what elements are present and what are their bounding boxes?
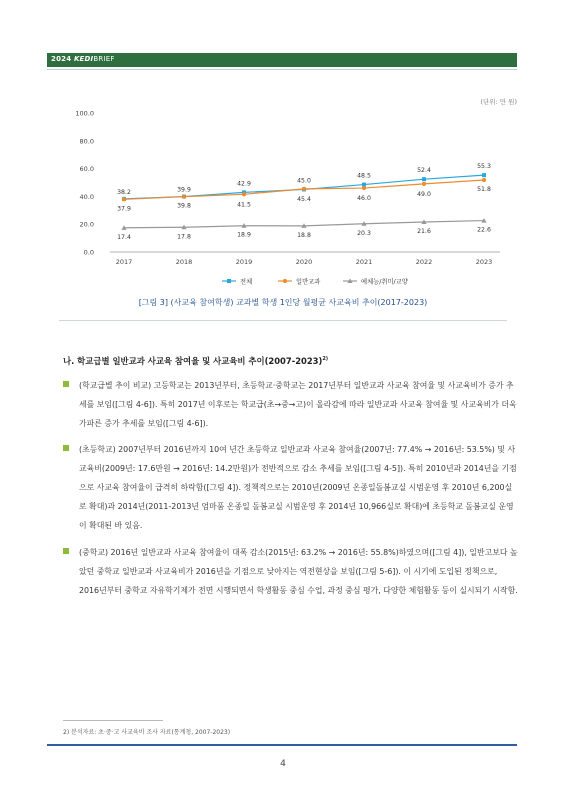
data-point-circle bbox=[242, 192, 246, 196]
footer-divider bbox=[47, 744, 517, 746]
unit-label: (단위: 만 원) bbox=[480, 98, 517, 106]
data-point-circle bbox=[122, 197, 126, 201]
data-label-arts: 18.8 bbox=[297, 231, 311, 239]
caption-divider bbox=[59, 320, 507, 321]
data-label-arts: 21.6 bbox=[417, 227, 431, 235]
header-divider bbox=[47, 69, 517, 70]
figure-caption: [그림 3] (사교육 참여학생) 교과별 학생 1인당 월평균 사교육비 추이(2017-2023) bbox=[138, 298, 428, 307]
legend-marker-circle bbox=[283, 279, 287, 283]
footnote-ref: 2) bbox=[322, 356, 329, 363]
data-label-total: 42.9 bbox=[237, 180, 251, 188]
y-tick-label: 60.0 bbox=[79, 165, 94, 174]
data-label-total: 52.4 bbox=[417, 167, 431, 175]
line-chart bbox=[60, 105, 510, 290]
data-label-total: 38.2 bbox=[117, 188, 131, 196]
data-label-general: 41.5 bbox=[237, 201, 251, 209]
paragraph-3 bbox=[63, 543, 518, 600]
data-label-general: 37.9 bbox=[117, 205, 131, 213]
y-tick-label: 80.0 bbox=[79, 137, 94, 146]
header-brief: BRIEF bbox=[93, 55, 115, 63]
page-number: 4 bbox=[280, 759, 286, 769]
data-label-general: 39.8 bbox=[177, 202, 191, 210]
y-tick-label: 100.0 bbox=[75, 109, 94, 118]
data-label-general: 49.0 bbox=[417, 190, 431, 198]
x-tick-label: 2018 bbox=[175, 258, 193, 266]
data-label-total: 48.5 bbox=[357, 172, 371, 180]
data-label-general: 46.0 bbox=[357, 195, 371, 203]
x-tick-label: 2020 bbox=[295, 258, 313, 266]
y-tick-label: 20.0 bbox=[79, 220, 94, 229]
header-bar bbox=[47, 53, 517, 67]
data-point-circle bbox=[422, 182, 426, 186]
legend-marker-square bbox=[227, 279, 231, 283]
data-label-general: 45.4 bbox=[297, 195, 311, 203]
data-point-circle bbox=[362, 186, 366, 190]
data-point-square bbox=[422, 177, 426, 181]
legend-label: 일반교과 bbox=[296, 278, 321, 286]
y-tick-label: 0.0 bbox=[83, 248, 94, 257]
paragraph-text: (중학교) 2016년 일반교과 사교육 참여율이 대폭 감소(2015년: 63.2% → 2016년: 55.8%)하였으며([그림 4]), 일반고보다 높았던 중학교 일반교과 사교육비가 2016년을 기점으로 낮아지는 역전현상을 보임([그림 5-6]). 이 시기에 도입된 정책으로, 2016년부터 중학교 자유학기제가 전면 시행되면서 학생활동 중심 수업, 과정 중심 평가, 다양한 체험활동 등이 실시되기 시작함. bbox=[79, 548, 518, 595]
section-title-text: 나. 학교급별 일반교과 사교육 참여율 및 사교육비 추이(2007-2023) bbox=[63, 356, 323, 366]
legend-label: 전체 bbox=[240, 278, 253, 286]
data-point-circle bbox=[482, 178, 486, 182]
data-label-general: 51.8 bbox=[477, 185, 491, 193]
data-label-total: 55.3 bbox=[477, 163, 491, 171]
footnote-divider bbox=[63, 720, 163, 721]
data-point-circle bbox=[302, 187, 306, 191]
data-label-total: 39.9 bbox=[177, 186, 191, 194]
section-title bbox=[63, 355, 328, 367]
paragraph-text: (초등학교) 2007년부터 2016년까지 10여 년간 초등학교 일반교과 사교육 참여율(2007년: 77.4% → 2016년: 53.5%) 및 사교육비(2009년: 17.6만원 → 2016년: 14.2만원)가 전반적으로 감소 추세를 보임([그림 4-5]). 특히 2010년과 2014년을 기점으로 사교육 참여율이 급격히 하락함([그림 4]). 정책적으로는 2010년(2009년 온종일돌봄교실 시범운영 후 2010년 6,200실로 확대)과 2014년(2011-2013년 엄마품 온종일 돌봄교실 시범운영 후 2014년 10,966실로 확대)에 초등학교 돌봄교실 운영이 확대된 바 있음. bbox=[79, 445, 517, 530]
paragraph-2 bbox=[63, 440, 518, 535]
bullet-icon bbox=[63, 548, 69, 554]
data-label-arts: 17.8 bbox=[177, 233, 191, 241]
paragraph-text: (학교급별 추이 비교) 고등학교는 2013년부터, 초등학교·중학교는 2017년부터 일반교과 사교육 참여율 및 사교육비가 증가 추세를 보임([그림 4-6]). 특히 2017년 이후로는 학교급(초→중→고)이 올라감에 따라 일반교과 사교육 참여율 및 사교육비가 더욱 가파른 증가 추세를 보임([그림 4-6]). bbox=[79, 381, 517, 428]
bullet-icon bbox=[63, 445, 69, 451]
header-brand-logo: KEDI bbox=[73, 55, 94, 63]
x-tick-label: 2019 bbox=[235, 258, 253, 266]
x-tick-label: 2023 bbox=[475, 258, 493, 266]
data-label-arts: 18.9 bbox=[237, 231, 251, 239]
x-tick-label: 2017 bbox=[115, 258, 133, 266]
data-point-square bbox=[482, 173, 486, 177]
x-tick-label: 2022 bbox=[415, 258, 433, 266]
footnote: 2) 분석자료: 초·중·고 사교육비 조사 자료(통계청, 2007-2023) bbox=[63, 729, 231, 736]
data-label-arts: 17.4 bbox=[117, 233, 131, 241]
data-label-arts: 22.6 bbox=[477, 226, 491, 234]
x-tick-label: 2021 bbox=[355, 258, 373, 266]
data-label-total: 45.0 bbox=[297, 177, 311, 185]
header-year: 2024 bbox=[51, 55, 72, 63]
bullet-icon bbox=[63, 381, 69, 387]
data-label-arts: 20.3 bbox=[357, 229, 371, 237]
header-title bbox=[51, 55, 115, 63]
data-point-circle bbox=[182, 195, 186, 199]
paragraph-1 bbox=[63, 376, 518, 433]
y-tick-label: 40.0 bbox=[79, 192, 94, 201]
legend-label: 예체능/취미/교양 bbox=[361, 278, 408, 286]
